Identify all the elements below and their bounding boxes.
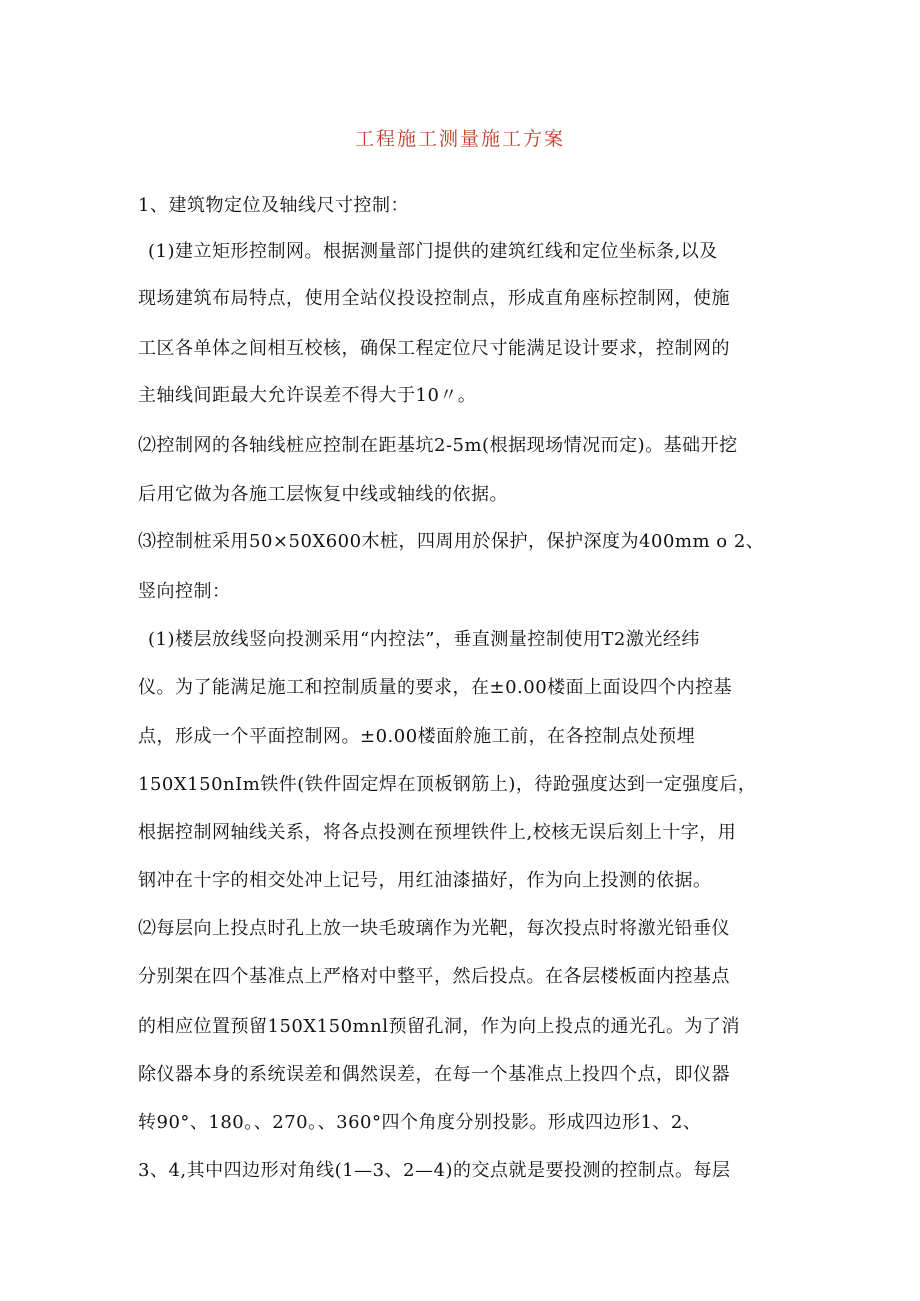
document-title: 工程施工测量施工方案 bbox=[354, 128, 565, 150]
paragraph-line: 点，形成一个平面控制网。±0.00楼面舲施工前，在各控制点处预埋 bbox=[138, 726, 696, 747]
paragraph-line: 分别架在四个基准点上严格对中整平，然后投点。在各层楼板面内控基点 bbox=[138, 966, 730, 987]
paragraph-line: 除仪器本身的系统误差和偶然误差，在每一个基准点上投四个点，即仪器 bbox=[138, 1064, 730, 1085]
paragraph-line: 3、4,其中四边形对角线(1—3、2—4)的交点就是要投测的控制点。每层 bbox=[138, 1160, 731, 1181]
paragraph-line: 钢冲在十字的相交处冲上记号，用红油漆描好，作为向上投测的依据。 bbox=[138, 870, 712, 891]
paragraph-line: (1)楼层放线竖向投测采用“内控法”，垂直测量控制使用T2激光经纬 bbox=[148, 629, 700, 650]
paragraph-line: 现场建筑布局特点，使用全站仪投设控制点，形成直角座标控制网，使施 bbox=[138, 288, 730, 309]
section-heading-1: 1、建筑物定位及轴线尺寸控制： bbox=[138, 195, 409, 216]
paragraph-line: 150X150nIm铁件(铁件固定焊在顶板钢筋上)，待跄强度达到一定强度后， bbox=[138, 774, 757, 795]
section-heading-2: 竖向控制： bbox=[138, 581, 231, 602]
paragraph-line: 后用它做为各施工层恢复中线或轴线的依据。 bbox=[138, 484, 508, 505]
paragraph-line: (1)建立矩形控制网。根据测量部门提供的建筑红线和定位坐标条,以及 bbox=[148, 241, 718, 262]
paragraph-line: 转90°、180。、270。、360°四个角度分别投影。形成四边形1、2、 bbox=[138, 1112, 702, 1133]
paragraph-line: 主轴线间距最大允许误差不得大于10〃。 bbox=[138, 385, 477, 406]
paragraph-line: ⑶控制桩采用50×50X600木桩，四周用於保护，保护深度为400mm o 2、 bbox=[138, 531, 765, 552]
paragraph-line: 仪。为了能满足施工和控制质量的要求，在±0.00楼面上面设四个内控基 bbox=[138, 677, 733, 698]
paragraph-line: ⑵控制网的各轴线桩应控制在距基坑2-5m(根据现场情况而定)。基础开挖 bbox=[138, 435, 738, 456]
paragraph-line: ⑵每层向上投点时孔上放一块毛玻璃作为光靶，每次投点时将激光铅垂仪 bbox=[138, 918, 730, 939]
paragraph-line: 的相应位置预留150X150mnl预留孔洞，作为向上投点的通光孔。为了消 bbox=[138, 1016, 740, 1037]
paragraph-line: 工区各单体之间相互校核，确保工程定位尺寸能满足设计要求，控制网的 bbox=[138, 338, 730, 359]
paragraph-line: 根据控制网轴线关系，将各点投测在预埋铁件上,校核无误后刻上十字，用 bbox=[138, 822, 737, 843]
